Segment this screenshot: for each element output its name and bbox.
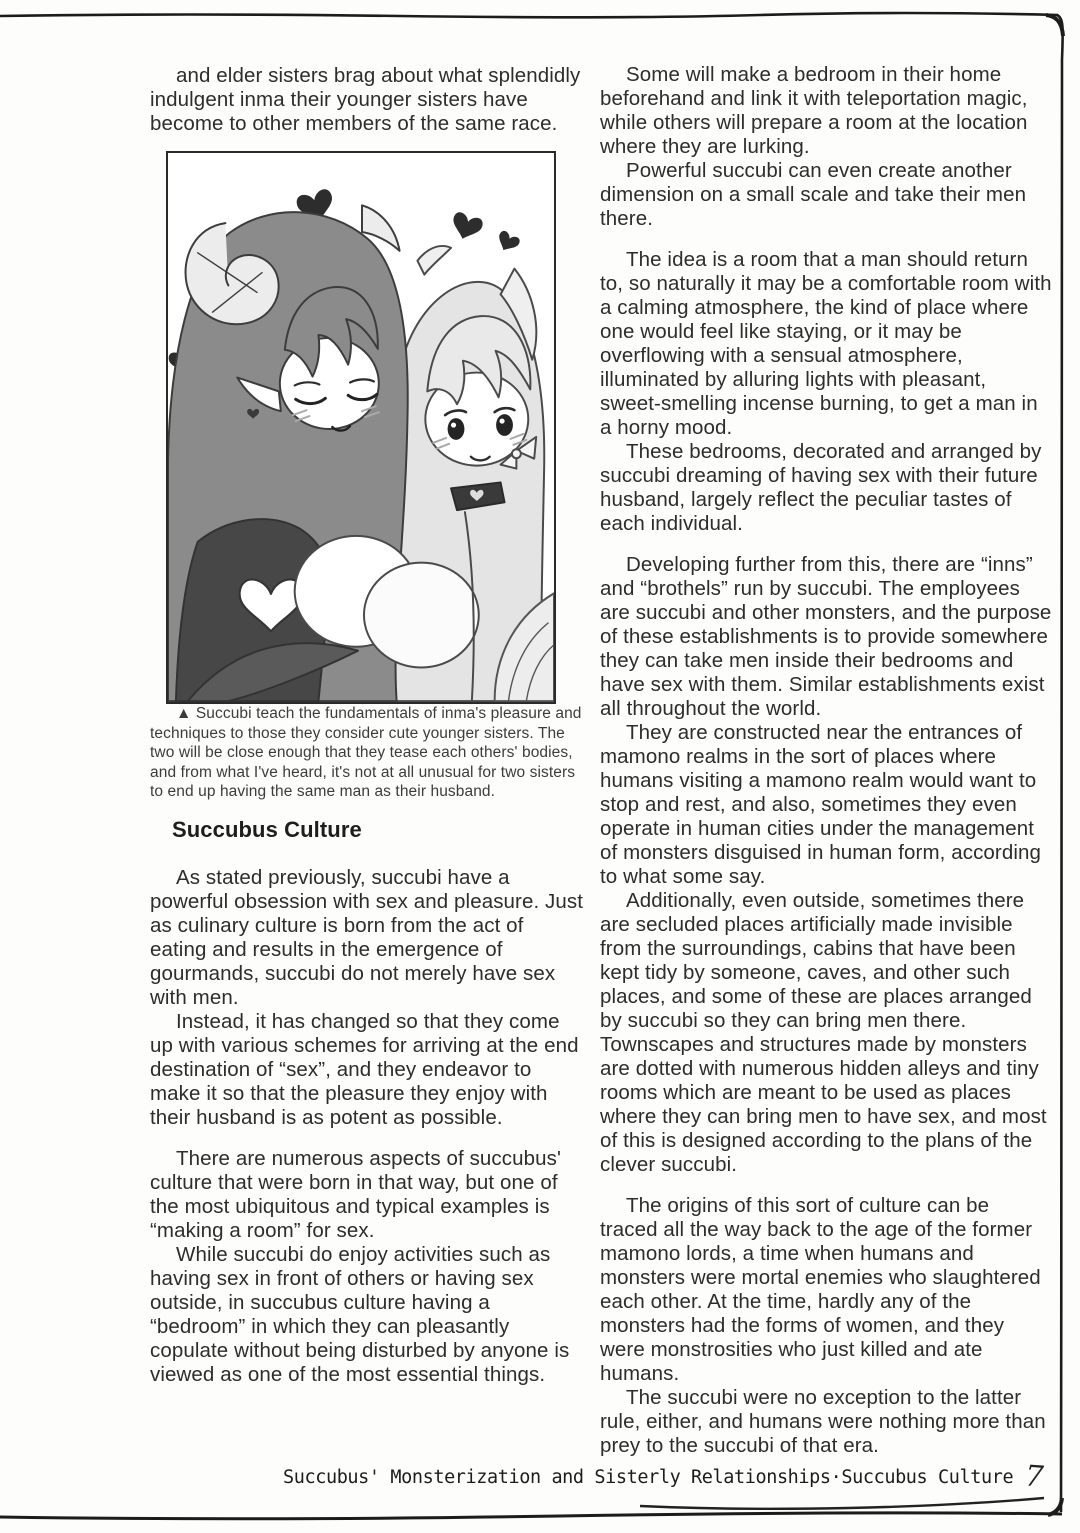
footer-underline [640,1498,1044,1509]
paragraph: They are constructed near the entrances of mamono realms in the sort of places where humans visiting a mamono realm would want to stop and rest, and also, sometimes they even operate in human cities under the management of monsters disguised in human form, according to what some say. [600,721,1042,888]
paragraph: These bedrooms, decorated and arranged by succubi dreaming of having sex with their future husband, largely reflect the peculiar tastes of each individual. [600,440,1042,535]
succubus-illustration-frame [166,151,556,704]
paragraph: The origins of this sort of culture can be traced all the way back to the age of the former mamono lords, a time when humans and monsters were mortal enemies who slaughtered each other. At the time, hardly any of the monsters had the forms of women, and they were monstrosities who just killed and ate humans. [600,1194,1041,1385]
paragraph: There are numerous aspects of succubus' culture that were born in that way, but one of the most ubiquitous and typical examples is “making a room” for sex. [150,1146,561,1242]
right-column [600,63,1052,1458]
paragraph: and elder sisters brag about what splendidly indulgent inma their younger sisters have become to other members of the same race. [150,64,581,135]
section-heading: Succubus Culture [172,816,362,842]
page-footer [283,1458,1045,1494]
paragraph: Developing further from this, there are “inns” and “brothels” run by succubi. The employees are succubi and other monsters, and the purpose of these establishments is to provide somewhere they can take men inside their bedrooms and have sex with them. Similar establishments exist all throughout the world. [600,553,1052,720]
paragraph: As stated previously, succubi have a powerful obsession with sex and pleasure. Just as culinary culture is born from the act of eating and results in the emergence of gourmands, succubi do not merely have sex with men. [150,865,584,1009]
paragraph: Additionally, even outside, sometimes there are secluded places artificially made invisible from the surroundings, cabins that have been kept tidy by someone, caves, and other such places, and some of these are places arranged by succubi so they can bring men there. Townscapes and structures made by monsters are dotted with numerous hidden alleys and tiny rooms which are meant to be used as places where they can bring men to have sex, and most of this is designed according to the plans of the clever succubi. [600,889,1047,1176]
paragraph: The succubi were no exception to the latter rule, either, and humans were nothing more than prey to the succubi of that era. [600,1386,1046,1457]
succubus-illustration [168,153,554,702]
paragraph: Some will make a bedroom in their home beforehand and link it with teleportation magic, while others will prepare a room at the location where they are lurking. [600,63,1028,158]
page-number: 7 [1024,1458,1045,1494]
paragraph: Instead, it has changed so that they come up with various schemes for arriving at the end destination of “sex”, and they endeavor to make it so that the pleasure they enjoy with their husband is as potent as possible. [150,1009,579,1129]
figure-caption: ▲ Succubi teach the fundamentals of inma's pleasure and techniques to those they consider cute younger sisters. The two will be close enough that they tease each others' bodies, and from what I've heard, it's not at all unusual for two sisters to end up having the same man as their husband. [150,705,582,800]
paragraph: Powerful succubi can even create another dimension on a small scale and take their men there. [600,159,1027,230]
left-column [150,64,584,1387]
footer-title: Succubus' Monsterization and Sisterly Relationships·Succubus Culture [283,1467,1014,1488]
paragraph: The idea is a room that a man should return to, so naturally it may be a comfortable room with a calming atmosphere, the kind of place where one would feel like staying, or it may be overflowing with a sensual atmosphere, illuminated by alluring lights with pleasant, sweet-smelling incense burning, to get a man in a horny mood. [600,248,1052,439]
horn-icon [417,246,451,275]
paragraph: While succubi do enjoy activities such as having sex in front of others or having sex outside, in succubus culture having a “bedroom” in which they can pleasantly copulate without being disturbed by anyone is viewed as one of the most essential things. [150,1242,570,1386]
